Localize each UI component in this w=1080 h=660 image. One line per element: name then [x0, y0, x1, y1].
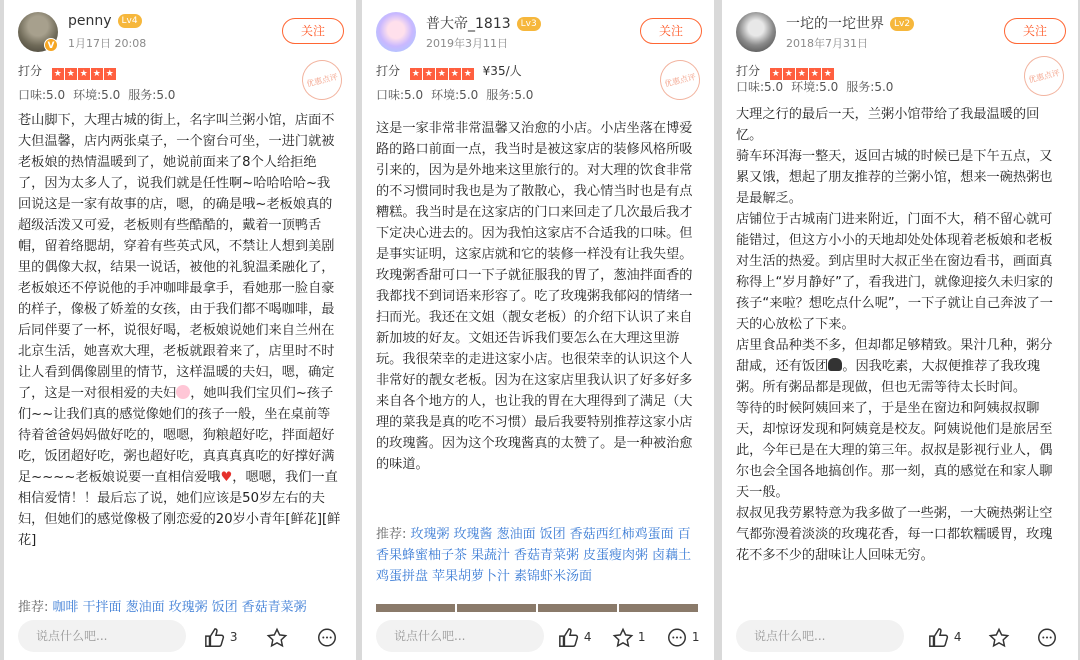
review-paragraph: 叔叔见我劳累特意为我多做了一些粥，一大碗热粥让空气都弥漫着淡淡的玫瑰花香，每一口都软糯暖胃，玫瑰花不多不少的甜味让人回味无穷。 — [736, 506, 1053, 563]
review-header — [18, 10, 344, 54]
star-icon: ★ — [771, 69, 780, 79]
comment-count: 1 — [691, 630, 700, 644]
dish-link[interactable]: 葱油面 — [125, 600, 165, 615]
thumbs-up-icon — [558, 627, 580, 649]
thumbs-up-icon — [204, 627, 226, 649]
star-icon: ★ — [437, 69, 446, 79]
review-text — [18, 110, 342, 602]
dish-link[interactable]: 玫瑰粥 — [410, 527, 450, 542]
review-paragraph: 。因我吃素，大叔便推荐了我玫瑰粥。所有粥品都是现做，但也无需等待太长时间。 — [736, 359, 1041, 395]
dish-link[interactable]: 香菇西红柿鸡蛋面 — [569, 527, 674, 542]
review-card-penny — [4, 0, 356, 660]
star-outline-icon — [988, 627, 1010, 649]
star-icon: ★ — [797, 69, 806, 79]
favorite-button[interactable] — [988, 624, 1010, 650]
thumbs-up-icon — [928, 627, 950, 649]
sub-scores — [376, 86, 541, 103]
dish-link[interactable]: 卤藕土鸡蛋拼盘 — [376, 548, 692, 584]
environment-score: 环境:5.0 — [791, 80, 839, 94]
avatar[interactable] — [736, 12, 776, 52]
comment-button[interactable] — [1036, 624, 1058, 650]
star-rating — [410, 65, 475, 80]
dish-link[interactable]: 百香果蜂蜜柚子茶 — [376, 527, 691, 563]
star-icon: ★ — [810, 69, 819, 79]
comment-input[interactable]: 说点什么吧... — [376, 620, 544, 652]
rating-label: 打分 — [376, 64, 401, 78]
review-header — [376, 10, 702, 54]
star-icon: ★ — [66, 69, 75, 79]
favorite-button[interactable] — [266, 624, 288, 650]
dish-link[interactable]: 香菇青菜粥 — [241, 600, 307, 615]
review-paragraph: 大理之行的最后一天，兰粥小馆带给了我最温暖的回忆。 — [736, 107, 1040, 143]
recommended-dishes — [376, 524, 700, 590]
dish-link[interactable]: 素锦虾米汤面 — [514, 569, 593, 584]
review-paragraph: ，嗯嗯，我们一直相信爱情！！最后忘了说，她们应该是50岁左右的夫妇，但她们的感觉像极了刚恋爱的20岁小青年[鲜花][鲜花] — [18, 470, 341, 548]
review-paragraph: 店里食品种类不多，但却都足够精致。果汁几种，粥分甜咸，还有饭团 — [736, 338, 1053, 374]
star-icon: ★ — [823, 69, 832, 79]
like-button[interactable] — [204, 624, 237, 650]
recommend-label: 推荐: — [376, 527, 407, 542]
rating-row — [18, 62, 117, 80]
rating-row — [376, 62, 522, 80]
review-text — [376, 118, 700, 520]
level-badge: Lv4 — [118, 14, 142, 28]
star-icon: ★ — [53, 69, 62, 79]
taste-score: 口味:5.0 — [376, 88, 424, 102]
follow-button[interactable]: 关注 — [282, 18, 344, 44]
service-score: 服务:5.0 — [128, 88, 176, 102]
star-icon: ★ — [411, 69, 420, 79]
like-button[interactable] — [928, 624, 961, 650]
star-icon: ★ — [105, 69, 114, 79]
stamp: 优惠点评 — [656, 56, 704, 104]
star-icon: ★ — [463, 69, 472, 79]
like-count: 4 — [583, 630, 592, 644]
username[interactable]: penny Lv4 — [68, 13, 142, 29]
service-score: 服务:5.0 — [846, 80, 894, 94]
action-bar — [362, 616, 714, 660]
dish-link[interactable]: 咖啡 — [52, 600, 79, 615]
photo-thumbnail[interactable] — [538, 604, 619, 612]
dish-link[interactable]: 玫瑰酱 — [453, 527, 493, 542]
star-outline-icon — [612, 627, 634, 649]
review-paragraph: 这是一家非常非常温馨又治愈的小店。小店坐落在博爱路的路口前面一点，我当时是被这家店的装修风格所吸引来的，因为是外地来这里旅行的。对大理的饮食非常的不习惯同时我也是为了散散心，我心情当时也是有点糟糕。我当时是在这家店的门口来回走了几次最后我才下定决心进去的。因为我怕这家店不合适我的口味。但是事实证明，这家店就和它的装修一样没有让我失望。玫瑰粥香甜可口一下子就征服我的胃了，葱油拌面香的我都找不到词语来形容了。吃了玫瑰粥我郁闷的情绪一扫而光。我还在文姐（靓女老板）的介绍下认识了来自新加坡的好友。文姐还告诉我们要怎么在大理这里游玩。我很荣幸的走进这家小店。也很荣幸的认识这个人非常好的靓女老板。因为在这家店里我认识了好多好多来自各个地方的人，也让我的胃在大理得到了满足（大理的菜我是真的吃不习惯）最后我要特别推荐这家小店的玫瑰酱。因为这个玫瑰酱真的太赞了。是一种被治愈的味道。 — [376, 121, 693, 472]
review-date: 2018年7月31日 — [786, 37, 868, 50]
like-button[interactable] — [558, 624, 591, 650]
review-paragraph: 店铺位于古城南门进来附近，门面不大，稍不留心就可能错过，但这方小小的天地却处处体现着老板娘和老板对生活的热爱。到店里时大叔正坐在窗边看书，画面真称得上“岁月静好”了，看我进门，就像迎接久未归家的孩子“来啦？想吃点什么呢”，一下子就让自己奔波了一天的心放松了下来。 — [736, 212, 1053, 332]
comment-button[interactable] — [666, 624, 699, 650]
comment-icon — [666, 627, 688, 649]
sub-scores — [736, 78, 901, 95]
stamp: 优惠点评 — [1020, 52, 1068, 100]
review-card-yituo — [722, 0, 1078, 660]
review-paragraph: 苍山脚下，大理古城的街上，名字叫兰粥小馆，店面不大但温馨，店内两张桌子，一个窗台可坐，一进门就被老板娘的热情温暖到了，她说前面来了8个人给拒绝了，因为太多人了，说我们就是任性啊~哈哈哈哈~我回说这是一家有故事的店，嗯，的确是哦~老板娘真的超级活泼又可爱，老板则有些酷酷的，戴着一顶鸭舌帽，留着络腮胡，穿着有些英式风，不禁让人想到美剧里的偶像大叔，结果一说话，被他的礼貌温柔融化了，老板娘还不停说他的手冲咖啡最拿手，看她那一脸自豪的样子，像极了娇羞的女孩，由于我们都不喝咖啡，最后同伴要了一杯，说很好喝，老板娘说她们来自兰州在北京生活，她喜欢大理，老板就跟着来了，店里时不时让人看到偶像剧里的情节，这样温暖的夫妇，嗯，确定了，这是一对很相爱的夫妇 — [18, 113, 335, 401]
comment-input[interactable]: 说点什么吧... — [18, 620, 186, 652]
photo-thumbnail[interactable] — [457, 604, 538, 612]
environment-score: 环境:5.0 — [73, 88, 121, 102]
like-count: 3 — [229, 630, 238, 644]
service-score: 服务:5.0 — [486, 88, 534, 102]
dish-link[interactable]: 苹果胡萝卜汁 — [432, 569, 511, 584]
share-count: 1 — [637, 630, 646, 644]
taste-score: 口味:5.0 — [18, 88, 66, 102]
stamp: 优惠点评 — [298, 56, 346, 104]
review-text — [736, 104, 1064, 606]
dish-link[interactable]: 饭团 — [211, 600, 238, 615]
sub-scores — [18, 86, 183, 103]
review-paragraph: ，她叫我们宝贝们~孩子们~~让我们真的感觉像她们的孩子一般，坐在桌前等待着爸爸妈妈做好吃的，嗯嗯，狗粮超好吃，拌面超好吃，饭团超好吃，粥也超好吃，真真真真吃的好撑好满足~~~~老板娘说要一直相信爱哦 — [18, 386, 335, 485]
level-badge: Lv3 — [517, 17, 541, 31]
action-bar — [722, 616, 1078, 660]
rating-label: 打分 — [736, 64, 761, 78]
dish-link[interactable]: 果蔬汁 — [471, 548, 511, 563]
review-card-pudadi — [362, 0, 714, 660]
couple-emoji-icon — [176, 385, 190, 399]
rice-ball-emoji-icon — [828, 358, 842, 371]
review-paragraph: 等待的时候阿姨回来了，于是坐在窗边和阿姨叔叔聊天，却惊讶发现和阿姨竟是校友。阿姨说他们是旅居至此，今年已是在大理的第三年。叔叔是影视行业人，偶尔也会全国各地搞创作。那一刻，真的感觉在和家人聊天一般。 — [736, 401, 1053, 500]
dish-link[interactable]: 皮蛋瘦肉粥 — [583, 548, 649, 563]
dish-link[interactable]: 葱油面 — [496, 527, 536, 542]
action-bar — [4, 616, 356, 660]
verified-badge-icon: V — [44, 38, 58, 52]
dish-link[interactable]: 饭团 — [539, 527, 566, 542]
environment-score: 环境:5.0 — [431, 88, 479, 102]
username[interactable]: 普大帝_1813 Lv3 — [426, 13, 541, 33]
follow-button[interactable]: 关注 — [640, 18, 702, 44]
photo-thumbnail[interactable] — [376, 604, 457, 612]
star-icon: ★ — [92, 69, 101, 79]
dish-link[interactable]: 干拌面 — [82, 600, 122, 615]
username[interactable]: 一坨的一坨世界 Lv2 — [786, 13, 914, 33]
heart-icon: ♥ — [220, 470, 233, 485]
photo-strip[interactable] — [376, 604, 700, 612]
recommended-dishes — [18, 597, 342, 615]
avatar[interactable] — [376, 12, 416, 52]
star-icon: ★ — [450, 69, 459, 79]
dish-link[interactable]: 玫瑰粥 — [168, 600, 208, 615]
review-date: 1月17日 20:08 — [68, 37, 147, 50]
review-paragraph: 骑车环洱海一整天，返回古城的时候已是下午五点，又累又饿，想起了朋友推荐的兰粥小馆，想来一碗热粥也是最解乏。 — [736, 149, 1053, 206]
star-icon: ★ — [784, 69, 793, 79]
comment-button[interactable] — [316, 624, 338, 650]
comment-icon — [316, 627, 338, 649]
rating-label: 打分 — [18, 64, 43, 78]
like-count: 4 — [953, 630, 962, 644]
follow-button[interactable]: 关注 — [1004, 18, 1066, 44]
star-icon: ★ — [79, 69, 88, 79]
dish-link[interactable]: 香菇青菜粥 — [514, 548, 580, 563]
review-header — [736, 10, 1066, 54]
photo-thumbnail[interactable] — [619, 604, 700, 612]
star-outline-icon — [266, 627, 288, 649]
comment-input[interactable]: 说点什么吧... — [736, 620, 904, 652]
comment-icon — [1036, 627, 1058, 649]
level-badge: Lv2 — [890, 17, 914, 31]
share-button[interactable] — [612, 624, 645, 650]
review-date: 2019年3月11日 — [426, 37, 508, 50]
recommend-label: 推荐: — [18, 600, 49, 615]
star-rating — [52, 65, 117, 80]
price-per-person: ¥35/人 — [482, 64, 522, 78]
star-icon: ★ — [424, 69, 433, 79]
taste-score: 口味:5.0 — [736, 80, 784, 94]
